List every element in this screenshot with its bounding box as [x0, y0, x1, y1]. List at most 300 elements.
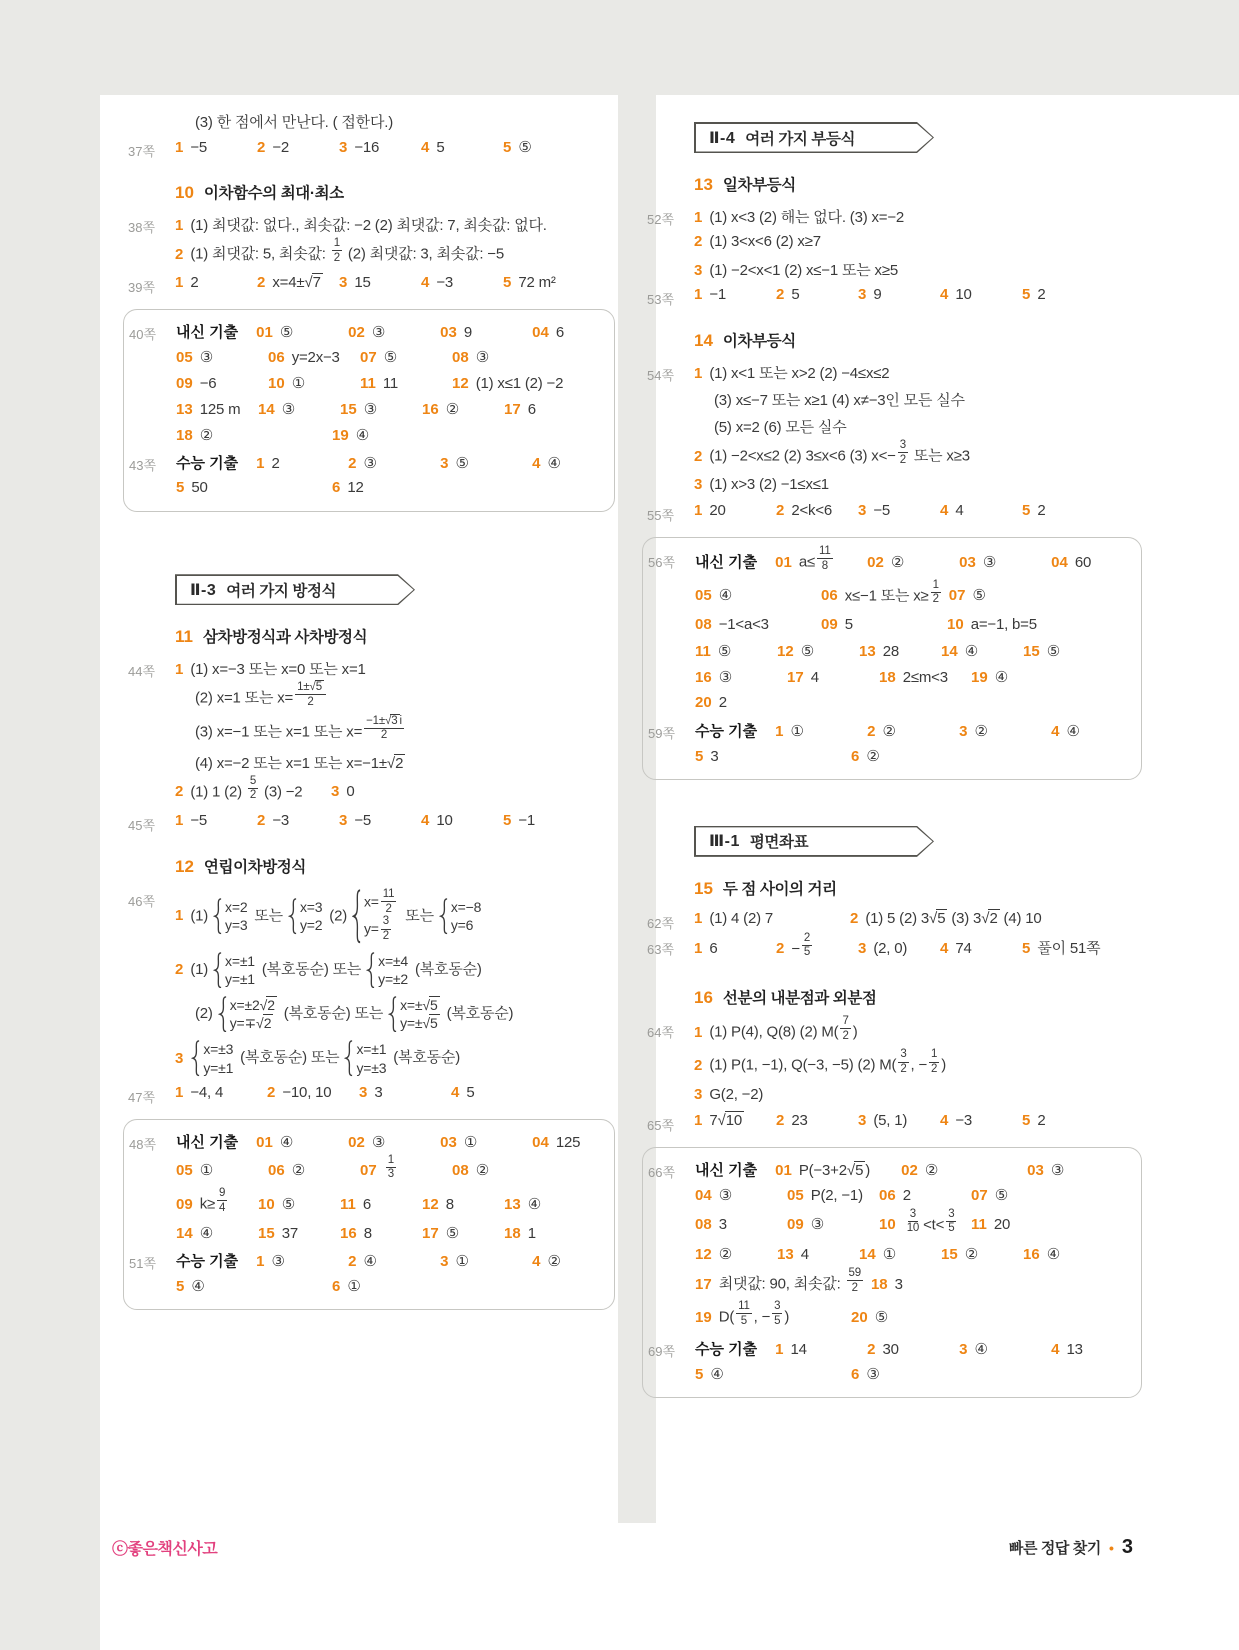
problem-number: 08 — [695, 615, 712, 633]
answer-line — [643, 744, 1133, 770]
answer-line — [642, 933, 1142, 966]
answer-value: ② — [924, 1161, 939, 1179]
answer-items — [176, 1187, 606, 1218]
answer-item — [348, 323, 434, 341]
answer-value: 125 — [555, 1133, 581, 1151]
problem-number: 4 — [940, 1111, 949, 1129]
system-brace — [366, 952, 375, 988]
answer-items — [175, 138, 615, 156]
answer-line — [643, 1301, 1133, 1334]
answer-item — [176, 348, 262, 366]
problem-number: 3 — [339, 274, 348, 292]
lesson-title: 이차부등식 — [722, 333, 796, 350]
page-label: 37쪽 — [128, 144, 156, 159]
answer-value: (1) 3<x<6 (2) x≥7 — [709, 233, 821, 250]
answer-items — [694, 233, 1142, 250]
problem-number: 15 — [340, 401, 357, 419]
answer-item — [787, 1215, 873, 1233]
answer-value: ① — [463, 1133, 478, 1151]
answer-value: −1<a<3 — [718, 615, 769, 633]
answer-value: 6 — [527, 401, 536, 419]
problem-number: 06 — [268, 1162, 285, 1180]
answer-item — [348, 1133, 434, 1151]
answer-item — [257, 139, 333, 156]
answer-value: ③ — [866, 1365, 880, 1383]
answer-item — [504, 401, 580, 418]
problem-number: 01 — [256, 1133, 273, 1151]
answer-value: 10 — [955, 286, 972, 303]
answer-item — [1022, 937, 1100, 958]
answer-text: (3) 한 점에서 만난다. ( 접한다.) — [195, 114, 393, 131]
problem-number: 11 — [340, 1195, 356, 1213]
lesson-title: 이차함수의 최대·최소 — [203, 185, 344, 202]
problem-number: 15 — [258, 1225, 275, 1243]
lesson-number: 16 — [694, 988, 713, 1008]
answer-value: x=±3 y=±1 (복호동순) 또는 x=±1 y=±3 (복호동순) — [190, 1039, 460, 1077]
page-label: 43쪽 — [129, 458, 157, 474]
answer-items — [694, 476, 1142, 493]
answer-item — [440, 1133, 526, 1151]
problem-number: 05 — [787, 1186, 804, 1204]
answer-group — [123, 211, 615, 297]
answer-item — [694, 362, 889, 383]
problem-number: 5 — [695, 747, 704, 765]
answer-line — [123, 655, 615, 682]
answer-item — [175, 1084, 261, 1101]
problem-number: 1 — [694, 909, 703, 927]
answer-item — [971, 1216, 1057, 1233]
answer-item — [268, 349, 354, 366]
answer-value: ④ — [199, 1225, 213, 1243]
answer-item — [175, 812, 251, 829]
answer-item — [1051, 1341, 1137, 1358]
problem-number: 08 — [695, 1216, 712, 1234]
answer-item — [694, 940, 770, 957]
answer-value: ③ — [475, 349, 489, 367]
problem-number: 06 — [268, 349, 285, 367]
answer-line — [642, 1049, 1142, 1082]
answer-value: ③ — [718, 1186, 732, 1204]
answer-items — [175, 888, 615, 945]
problem-number: 1 — [775, 1340, 784, 1358]
answer-item — [940, 940, 1016, 957]
fraction: $\frac{11}{2}$ — [382, 888, 395, 915]
lesson-title: 일차부등식 — [722, 177, 796, 194]
answer-value: 9 — [873, 286, 882, 303]
answer-item — [858, 940, 934, 957]
answer-item — [339, 139, 415, 156]
answer-value: ② — [291, 1162, 305, 1180]
lesson-header — [642, 173, 1142, 195]
problem-number: 4 — [451, 1083, 460, 1101]
answer-item — [258, 1195, 334, 1213]
answer-item — [1023, 642, 1099, 660]
answer-value: ① — [790, 722, 804, 740]
answer-item — [947, 616, 1067, 633]
answer-items — [176, 374, 606, 392]
answer-items — [175, 214, 615, 235]
answer-value: ② — [964, 1245, 978, 1263]
answer-items — [695, 1300, 1133, 1331]
answer-items — [694, 206, 1142, 227]
problem-number: 5 — [503, 139, 512, 156]
answer-items — [695, 1266, 1133, 1298]
problem-number: 2 — [267, 1083, 276, 1101]
answer-item — [940, 502, 1016, 519]
chapter-code: Ⅱ-3 — [190, 581, 217, 599]
answer-item — [175, 214, 547, 235]
answer-value: (1) 1 (2) $\frac{5}{2}$ (3) −2 — [190, 774, 303, 802]
answer-value: ④ — [363, 1253, 377, 1271]
problem-number: 5 — [1022, 940, 1031, 958]
answer-value: ⑤ — [994, 1186, 1008, 1204]
answer-line — [642, 359, 1142, 386]
exam-answer-box — [642, 1147, 1142, 1398]
problem-number: 04 — [695, 1186, 712, 1204]
answer-items — [176, 426, 606, 444]
answer-value: ④ — [527, 1195, 541, 1213]
answer-item — [452, 348, 538, 366]
answer-item — [176, 1224, 252, 1242]
problem-number: 2 — [257, 274, 266, 292]
answer-item — [1051, 722, 1137, 740]
answer-value: 28 — [882, 642, 899, 660]
fraction: $\frac{-1\pm√3 i}{2}$ — [366, 714, 402, 742]
system-brace — [213, 952, 222, 988]
problem-number: 3 — [959, 722, 968, 740]
answer-item — [175, 139, 251, 156]
answer-group — [123, 655, 615, 835]
page-label: 52쪽 — [647, 212, 675, 227]
problem-number: 1 — [175, 274, 184, 292]
problem-number: 01 — [775, 553, 792, 571]
answer-items — [256, 1252, 606, 1270]
problem-number: 14 — [941, 642, 958, 660]
answer-items — [694, 259, 1142, 280]
equation-system: x=2 y=3 — [213, 898, 247, 934]
fraction: $\frac{9}{4}$ — [219, 1187, 226, 1214]
page-label: 40쪽 — [129, 327, 157, 343]
problem-number: 2 — [776, 1111, 785, 1129]
answer-value: ③ — [718, 668, 732, 686]
problem-number: 5 — [176, 1278, 185, 1296]
answer-value: y=2x−3 — [291, 349, 340, 367]
problem-number: 02 — [901, 1161, 918, 1179]
answer-item — [256, 1252, 342, 1270]
answer-item — [422, 1196, 498, 1213]
answer-value: −5 — [190, 139, 208, 156]
exam-kicker: 내신 기출 — [176, 1133, 239, 1151]
answer-value: −5 — [873, 502, 891, 520]
problem-number: 2 — [850, 909, 859, 927]
equation-system: x=±√5 y=±√5 — [388, 996, 440, 1032]
problem-number: 03 — [440, 324, 457, 342]
lesson-number: 13 — [694, 175, 713, 194]
answer-line — [123, 238, 615, 271]
answer-item — [949, 586, 1069, 604]
answer-value: 2 — [1037, 1111, 1046, 1129]
answer-item — [694, 1015, 858, 1046]
answer-item — [776, 286, 852, 303]
answer-items — [695, 642, 1133, 660]
answer-value: 12 — [347, 479, 364, 497]
problem-number: 2 — [776, 286, 785, 303]
answer-value: ④ — [1046, 1245, 1060, 1263]
answer-line — [642, 386, 1142, 413]
answer-item — [776, 931, 852, 963]
answer-line — [642, 1083, 1142, 1109]
answer-line — [643, 691, 1133, 717]
answer-value: D( $\frac{11}{5}$ , − $\frac{3}{5}$ ) — [718, 1300, 790, 1327]
answer-item — [175, 658, 366, 679]
answer-value: ④ — [1066, 722, 1080, 740]
page-label: 51쪽 — [129, 1256, 157, 1272]
answer-group — [123, 885, 615, 1107]
problem-number: 6 — [851, 747, 860, 765]
answer-item — [867, 553, 953, 571]
answer-items — [175, 274, 615, 291]
answer-item — [879, 1207, 965, 1239]
answer-value: 2 — [1037, 286, 1046, 303]
answer-value — [384, 1153, 398, 1185]
answer-item — [422, 400, 498, 418]
answer-value: −5 — [354, 812, 372, 830]
answer-line — [642, 1109, 1142, 1135]
answer-value: ① — [882, 1245, 896, 1263]
answer-value: −2 — [272, 139, 290, 156]
answer-item — [176, 401, 252, 418]
answer-item — [504, 1225, 580, 1242]
answer-group — [642, 359, 1142, 525]
exam-answer-box — [123, 309, 615, 512]
chapter-title: 평면좌표 — [749, 834, 809, 852]
problem-number: 03 — [1027, 1161, 1044, 1179]
answer-value: P(−3+2√5 ) — [798, 1161, 871, 1179]
problem-number: 1 — [256, 1253, 265, 1271]
fraction: $\frac{3}{10}$ — [906, 1207, 920, 1235]
answer-line — [642, 907, 1142, 933]
answer-value: 4 — [955, 502, 964, 520]
answer-item — [694, 286, 770, 303]
answer-item — [256, 323, 342, 341]
problem-number: 3 — [440, 1253, 449, 1271]
answer-items — [775, 1161, 1133, 1179]
chapter-pennant — [694, 826, 934, 857]
answer-items — [176, 400, 606, 418]
answer-items — [175, 812, 615, 829]
lesson-title: 두 점 사이의 거리 — [722, 880, 837, 898]
answer-item — [1022, 502, 1098, 519]
problem-number: 2 — [175, 783, 184, 801]
answer-items — [256, 454, 606, 472]
problem-number: 2 — [175, 960, 184, 978]
answer-value: 풀이 51쪽 — [1037, 940, 1101, 958]
answer-value: 74 — [955, 940, 972, 958]
answer-value: 11 — [382, 375, 399, 393]
answer-line — [123, 211, 615, 238]
problem-number: 1 — [694, 365, 703, 382]
answer-value: −1 — [709, 286, 727, 303]
answer-item — [267, 1084, 353, 1101]
fraction: $\frac{11}{8}$ — [819, 545, 831, 572]
problem-number: 03 — [440, 1133, 457, 1151]
problem-number: 12 — [422, 1195, 439, 1213]
answer-value: 37 — [281, 1225, 298, 1243]
exam-kicker: 내신 기출 — [695, 553, 758, 571]
fraction: $\frac{7}{2}$ — [842, 1015, 849, 1042]
answer-value: ② — [866, 747, 880, 765]
answer-item — [695, 694, 727, 711]
problem-number: 02 — [348, 324, 365, 342]
answer-item — [787, 1187, 873, 1204]
answer-line — [123, 1081, 615, 1107]
problem-number: 2 — [867, 722, 876, 740]
lesson-header — [642, 329, 1142, 351]
answer-item — [176, 426, 326, 444]
answer-items — [695, 578, 1133, 610]
answer-value: − $\frac{2}{5}$ — [791, 931, 811, 959]
answer-line — [642, 283, 1142, 309]
answer-value: −3 — [272, 812, 290, 830]
answer-item — [695, 586, 815, 604]
answer-item — [532, 324, 618, 341]
problem-number: 07 — [360, 1162, 377, 1180]
answer-items — [694, 1048, 1142, 1079]
answer-value: ④ — [355, 427, 369, 445]
problem-number: 5 — [1022, 1111, 1031, 1129]
answer-value: (1) P(1, −1), Q(−3, −5) (2) M( $\frac{3}{2}$ , − $\frac{1}{2}$ ) — [709, 1048, 947, 1076]
answer-items — [775, 722, 1133, 740]
answer-value: 50 — [191, 479, 208, 497]
sqrt: √5 — [422, 1015, 438, 1032]
answer-column-left — [123, 108, 615, 1324]
answer-item — [940, 286, 1016, 303]
answer-value: (1) x=−3 또는 x=0 또는 x=1 — [190, 661, 366, 679]
fraction: $\frac{1\pm√5}{2}$ — [295, 681, 326, 708]
lesson-number: 10 — [175, 183, 194, 202]
answer-item — [268, 1161, 354, 1179]
chapter-header — [642, 826, 1142, 857]
fraction: $\frac{2}{5}$ — [803, 931, 811, 959]
answer-line — [123, 108, 615, 135]
answer-line — [642, 499, 1142, 525]
answer-item — [787, 669, 873, 686]
fraction: $\frac{1}{2}$ — [932, 578, 939, 606]
problem-number: 3 — [858, 286, 867, 303]
answer-items — [176, 479, 606, 496]
lesson-title: 선분의 내분점과 외분점 — [722, 990, 877, 1008]
answer-line — [642, 256, 1142, 283]
answer-item — [695, 668, 781, 686]
answer-value: 2 — [902, 1186, 911, 1204]
problem-number: 02 — [867, 553, 884, 571]
answer-line — [123, 271, 615, 297]
lesson-title: 연립이차방정식 — [203, 859, 306, 877]
system-brace — [213, 898, 222, 934]
answer-value: ④ — [718, 587, 732, 605]
problem-number: 11 — [695, 642, 711, 660]
answer-item — [339, 812, 415, 829]
problem-number: 05 — [695, 587, 712, 605]
system-brace — [288, 898, 297, 934]
answer-line — [123, 885, 615, 948]
problem-number: 1 — [175, 139, 184, 156]
answer-item — [339, 274, 415, 291]
answer-line — [124, 1247, 606, 1274]
problem-number: 20 — [695, 693, 712, 711]
answer-items — [175, 237, 615, 268]
exam-kicker: 수능 기출 — [695, 1340, 758, 1358]
answer-item — [503, 274, 579, 291]
answer-items — [694, 931, 1142, 963]
answer-item — [858, 286, 934, 303]
answer-value: 3 — [710, 747, 719, 765]
answer-text: (5) x=2 (6) 모든 실수 — [714, 419, 847, 436]
problem-number: 06 — [821, 587, 838, 605]
answer-items — [695, 1207, 1133, 1239]
answer-item — [941, 1245, 1017, 1263]
chapter-title: 여러 가지 부등식 — [745, 130, 856, 148]
answer-value: 2 — [1037, 502, 1046, 520]
answer-value: 20 — [709, 502, 726, 520]
problem-number: 4 — [532, 455, 541, 473]
problem-number: 6 — [332, 1278, 341, 1296]
problem-number: 1 — [694, 940, 703, 958]
problem-number: 14 — [176, 1225, 193, 1243]
answer-value: 0 — [346, 783, 355, 801]
answer-item — [440, 1252, 526, 1270]
equation-system: x=±1 y=±3 — [344, 1040, 386, 1076]
fraction: $\frac{3}{2}$ — [382, 915, 389, 943]
problem-number: 03 — [959, 553, 976, 571]
answer-item — [694, 1086, 763, 1103]
chapter-pennant — [694, 122, 934, 153]
answer-item — [1022, 286, 1098, 303]
problem-number: 17 — [695, 1275, 712, 1293]
answer-item — [176, 1277, 326, 1295]
system-brace — [439, 898, 448, 934]
problem-number: 09 — [176, 375, 193, 393]
answer-item — [532, 1134, 618, 1151]
answer-group — [123, 108, 615, 161]
answer-value: ① — [199, 1162, 213, 1180]
problem-number: 5 — [1022, 502, 1031, 520]
answer-item — [775, 722, 861, 740]
problem-number: 02 — [348, 1133, 365, 1151]
answer-value: ① — [347, 1278, 361, 1296]
problem-number: 1 — [694, 502, 703, 520]
page-label: 59쪽 — [648, 725, 676, 741]
problem-number: 13 — [777, 1245, 794, 1263]
problem-number: 1 — [694, 286, 703, 303]
problem-number: 1 — [694, 1023, 703, 1041]
answer-item — [176, 479, 326, 496]
answer-item — [775, 1341, 861, 1358]
answer-items — [256, 1133, 606, 1151]
equation-system: x=±3 y=±1 — [191, 1040, 233, 1076]
answer-items — [694, 362, 1142, 383]
answer-line — [123, 749, 615, 776]
answer-item — [694, 1112, 770, 1129]
answer-item — [851, 1308, 1001, 1326]
answer-value: $\frac{3}{10}$ <t< $\frac{3}{5}$ — [906, 1207, 955, 1235]
answer-item — [695, 1245, 771, 1263]
problem-number: 3 — [339, 812, 348, 830]
problem-number: 07 — [360, 349, 377, 367]
answer-value: a≤ $\frac{11}{8}$ — [798, 545, 831, 572]
problem-number: 10 — [947, 615, 964, 633]
answer-item — [421, 812, 497, 829]
